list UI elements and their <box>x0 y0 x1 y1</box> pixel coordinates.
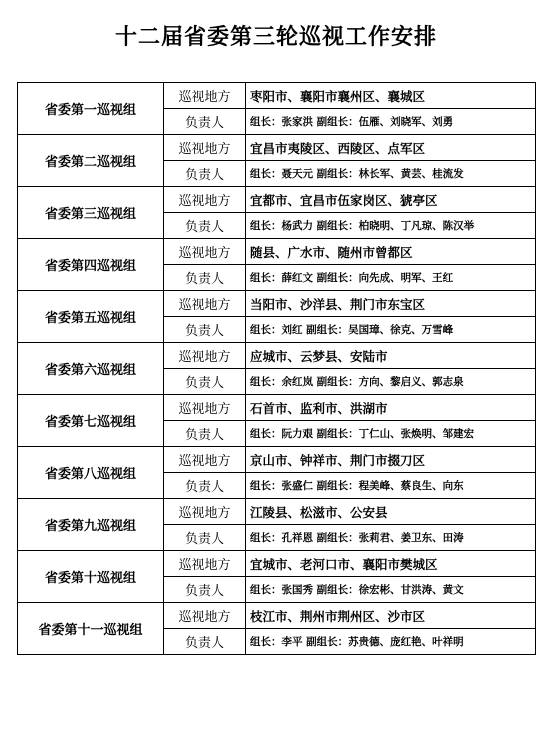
group-name-cell: 省委第六巡视组 <box>18 343 164 395</box>
leaders-value-cell: 组长：刘红 副组长：吴国璋、徐克、万雪峰 <box>246 317 536 343</box>
places-value-cell: 宜都市、宜昌市伍家岗区、猇亭区 <box>246 187 536 213</box>
leaders-value-cell: 组长：聂天元 副组长：林长军、黄芸、桂流发 <box>246 161 536 187</box>
places-label-cell: 巡视地方 <box>164 187 246 213</box>
schedule-table <box>17 82 536 655</box>
leader-label-cell: 负责人 <box>164 213 246 239</box>
page-title: 十二届省委第三轮巡视工作安排 <box>114 24 437 50</box>
leader-label-cell: 负责人 <box>164 473 246 499</box>
group-row-places <box>18 291 536 317</box>
group-row-places <box>18 83 536 109</box>
group-row-places <box>18 239 536 265</box>
group-name-cell: 省委第一巡视组 <box>18 83 164 135</box>
leader-label-cell: 负责人 <box>164 525 246 551</box>
leaders-value-cell: 组长：张家洪 副组长：伍雁、刘晓军、刘勇 <box>246 109 536 135</box>
leader-label-cell: 负责人 <box>164 421 246 447</box>
places-label-cell: 巡视地方 <box>164 291 246 317</box>
leaders-value-cell: 组长：张国秀 副组长：徐宏彬、甘洪涛、黄文 <box>246 577 536 603</box>
group-name-cell: 省委第四巡视组 <box>18 239 164 291</box>
group-name-cell: 省委第十一巡视组 <box>18 603 164 655</box>
places-value-cell: 当阳市、沙洋县、荆门市东宝区 <box>246 291 536 317</box>
places-value-cell: 石首市、监利市、洪湖市 <box>246 395 536 421</box>
group-row-places <box>18 551 536 577</box>
group-name-cell: 省委第十巡视组 <box>18 551 164 603</box>
group-name-cell: 省委第九巡视组 <box>18 499 164 551</box>
places-label-cell: 巡视地方 <box>164 239 246 265</box>
leaders-value-cell: 组长：阮力艰 副组长：丁仁山、张焕明、邹建宏 <box>246 421 536 447</box>
group-row-places <box>18 447 536 473</box>
leader-label-cell: 负责人 <box>164 161 246 187</box>
leaders-value-cell: 组长：孔祥恩 副组长：张莉君、姜卫东、田涛 <box>246 525 536 551</box>
places-label-cell: 巡视地方 <box>164 135 246 161</box>
group-row-places <box>18 395 536 421</box>
leader-label-cell: 负责人 <box>164 629 246 655</box>
schedule-table-body <box>18 83 536 655</box>
places-label-cell: 巡视地方 <box>164 603 246 629</box>
places-label-cell: 巡视地方 <box>164 551 246 577</box>
leaders-value-cell: 组长：张盛仁 副组长：程美峰、蔡良生、向东 <box>246 473 536 499</box>
places-value-cell: 宜城市、老河口市、襄阳市樊城区 <box>246 551 536 577</box>
leader-label-cell: 负责人 <box>164 317 246 343</box>
leaders-value-cell: 组长：杨武力 副组长：柏晓明、丁凡琼、陈汉举 <box>246 213 536 239</box>
places-value-cell: 枝江市、荆州市荆州区、沙市区 <box>246 603 536 629</box>
places-value-cell: 应城市、云梦县、安陆市 <box>246 343 536 369</box>
group-name-cell: 省委第八巡视组 <box>18 447 164 499</box>
group-name-cell: 省委第五巡视组 <box>18 291 164 343</box>
group-row-places <box>18 499 536 525</box>
group-row-places <box>18 187 536 213</box>
leader-label-cell: 负责人 <box>164 109 246 135</box>
places-value-cell: 江陵县、松滋市、公安县 <box>246 499 536 525</box>
places-label-cell: 巡视地方 <box>164 447 246 473</box>
leaders-value-cell: 组长：余红岚 副组长：方向、黎启义、郭志泉 <box>246 369 536 395</box>
leader-label-cell: 负责人 <box>164 577 246 603</box>
places-value-cell: 枣阳市、襄阳市襄州区、襄城区 <box>246 83 536 109</box>
places-label-cell: 巡视地方 <box>164 499 246 525</box>
places-label-cell: 巡视地方 <box>164 83 246 109</box>
leaders-value-cell: 组长：李平 副组长：苏贵德、庞红艳、叶祥明 <box>246 629 536 655</box>
places-value-cell: 宜昌市夷陵区、西陵区、点军区 <box>246 135 536 161</box>
group-row-places <box>18 603 536 629</box>
group-name-cell: 省委第二巡视组 <box>18 135 164 187</box>
group-row-places <box>18 343 536 369</box>
leaders-value-cell: 组长：薛红文 副组长：向先成、明军、王红 <box>246 265 536 291</box>
group-name-cell: 省委第三巡视组 <box>18 187 164 239</box>
group-row-places <box>18 135 536 161</box>
leader-label-cell: 负责人 <box>164 265 246 291</box>
places-label-cell: 巡视地方 <box>164 395 246 421</box>
places-value-cell: 京山市、钟祥市、荆门市掇刀区 <box>246 447 536 473</box>
group-name-cell: 省委第七巡视组 <box>18 395 164 447</box>
leader-label-cell: 负责人 <box>164 369 246 395</box>
places-value-cell: 随县、广水市、随州市曾都区 <box>246 239 536 265</box>
places-label-cell: 巡视地方 <box>164 343 246 369</box>
